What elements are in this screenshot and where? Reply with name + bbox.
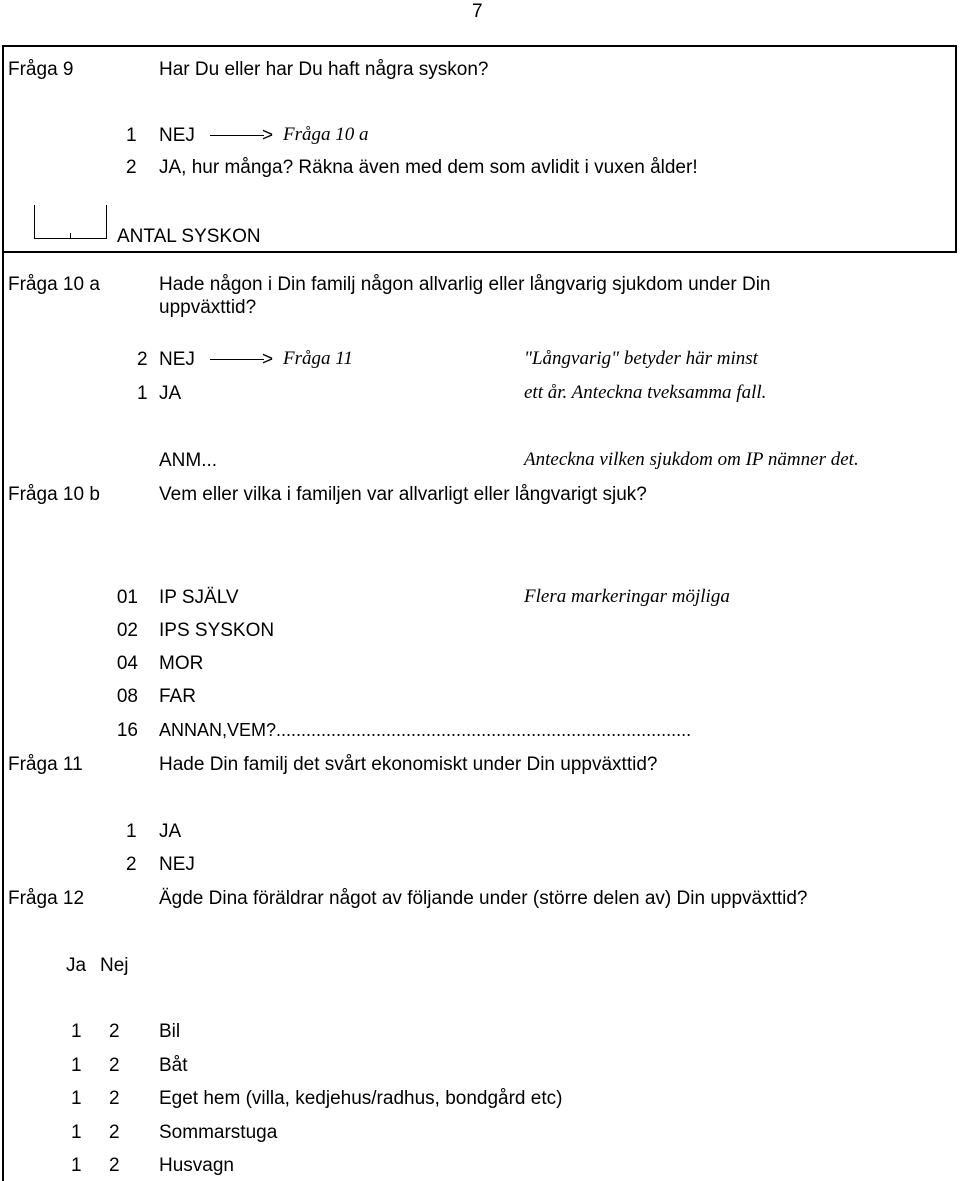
q12-row-sommarstuga-nej: 2 xyxy=(109,1122,120,1143)
q9-opt1-text: NEJ xyxy=(159,125,195,146)
q12-row-bil-text: Bil xyxy=(159,1021,181,1042)
q10b-label: Fråga 10 b xyxy=(8,484,100,505)
q12-row-husvagn-text: Husvagn xyxy=(159,1155,234,1176)
q11-label: Fråga 11 xyxy=(8,754,83,775)
right-border xyxy=(955,45,957,253)
q10a-anm-note: Anteckna vilken sjukdom om IP nämner det. xyxy=(524,449,859,470)
q9-arrow-line xyxy=(210,135,264,136)
antal-syskon-label: ANTAL SYSKON xyxy=(117,226,261,247)
q12-head-nej: Nej xyxy=(100,955,129,976)
q10a-note-line2: ett år. Anteckna tveksamma fall. xyxy=(524,382,767,403)
q9-opt1-goto: Fråga 10 a xyxy=(283,124,369,145)
q10a-opt1-text: NEJ xyxy=(159,349,195,370)
left-border xyxy=(2,45,4,1181)
q10b-option-ips-syskon: IPS SYSKON xyxy=(159,620,275,641)
q10b-code-04: 04 xyxy=(116,653,138,674)
q12-row-bat-text: Båt xyxy=(159,1055,188,1076)
q10a-arrow-head: > xyxy=(262,349,274,370)
q10a-opt1-code: 2 xyxy=(137,349,148,370)
q10a-label: Fråga 10 a xyxy=(8,274,100,295)
q11-option-nej: NEJ xyxy=(159,854,195,875)
q12-row-sommarstuga-text: Sommarstuga xyxy=(159,1122,278,1143)
q10a-opt2-text: JA xyxy=(159,383,182,404)
q11-question: Hade Din familj det svårt ekonomiskt under Din uppväxttid? xyxy=(159,754,658,775)
q12-row-eget-hem-ja: 1 xyxy=(71,1088,82,1109)
q12-row-bat-ja: 1 xyxy=(71,1055,82,1076)
q9-opt2-code: 2 xyxy=(126,157,137,178)
q10b-code-16: 16 xyxy=(116,720,138,741)
q12-row-eget-hem-nej: 2 xyxy=(109,1088,120,1109)
q12-row-bat-nej: 2 xyxy=(109,1055,120,1076)
q10b-code-01: 01 xyxy=(116,587,138,608)
q12-row-husvagn-ja: 1 xyxy=(71,1155,82,1176)
q9-question: Har Du eller har Du haft några syskon? xyxy=(159,59,489,80)
q10a-opt2-code: 1 xyxy=(137,383,148,404)
q10a-question-line1: Hade någon i Din familj någon allvarlig eller långvarig sjukdom under Din xyxy=(159,274,771,295)
q10b-note: Flera markeringar möjliga xyxy=(524,586,730,607)
q11-option-ja: JA xyxy=(159,821,182,842)
q10a-anm-field[interactable]: ANM... xyxy=(159,450,218,471)
q9-label: Fråga 9 xyxy=(8,59,74,80)
q10b-question: Vem eller vilka i familjen var allvarligt eller långvarigt sjuk? xyxy=(159,484,647,505)
q10b-option-annan[interactable]: ANNAN,VEM?................................................................................... xyxy=(159,721,692,739)
q9-opt1-code: 1 xyxy=(126,125,137,146)
q10b-code-02: 02 xyxy=(116,620,138,641)
antal-syskon-input-box[interactable] xyxy=(34,205,106,239)
q12-row-eget-hem-text: Eget hem (villa, kedjehus/radhus, bondgård etc) xyxy=(159,1088,563,1109)
top-border xyxy=(2,45,957,47)
q12-label: Fråga 12 xyxy=(8,888,85,909)
section-divider xyxy=(2,251,957,253)
q11-code-2: 2 xyxy=(126,854,137,875)
q12-row-husvagn-nej: 2 xyxy=(109,1155,120,1176)
q9-opt2-text: JA, hur många? Räkna även med dem som avlidit i vuxen ålder! xyxy=(159,157,698,178)
q10a-question-line2: uppväxttid? xyxy=(159,297,257,318)
q10b-option-mor: MOR xyxy=(159,653,204,674)
q11-code-1: 1 xyxy=(126,821,137,842)
q12-row-bil-nej: 2 xyxy=(109,1021,120,1042)
q12-head-ja: Ja xyxy=(66,955,87,976)
q12-row-bil-ja: 1 xyxy=(71,1021,82,1042)
page-number: 7 xyxy=(472,1,483,22)
q10b-option-ip-sjalv: IP SJÄLV xyxy=(159,587,239,608)
q12-row-sommarstuga-ja: 1 xyxy=(71,1122,82,1143)
q10a-note-line1: "Långvarig" betyder här minst xyxy=(524,348,758,369)
q10a-arrow-line xyxy=(210,359,264,360)
q9-arrow-head: > xyxy=(262,125,274,146)
q10a-opt1-goto: Fråga 11 xyxy=(283,348,353,369)
q12-question: Ägde Dina föräldrar något av följande under (större delen av) Din uppväxttid? xyxy=(159,888,808,909)
q10b-option-far: FAR xyxy=(159,686,196,707)
q10b-code-08: 08 xyxy=(116,686,138,707)
